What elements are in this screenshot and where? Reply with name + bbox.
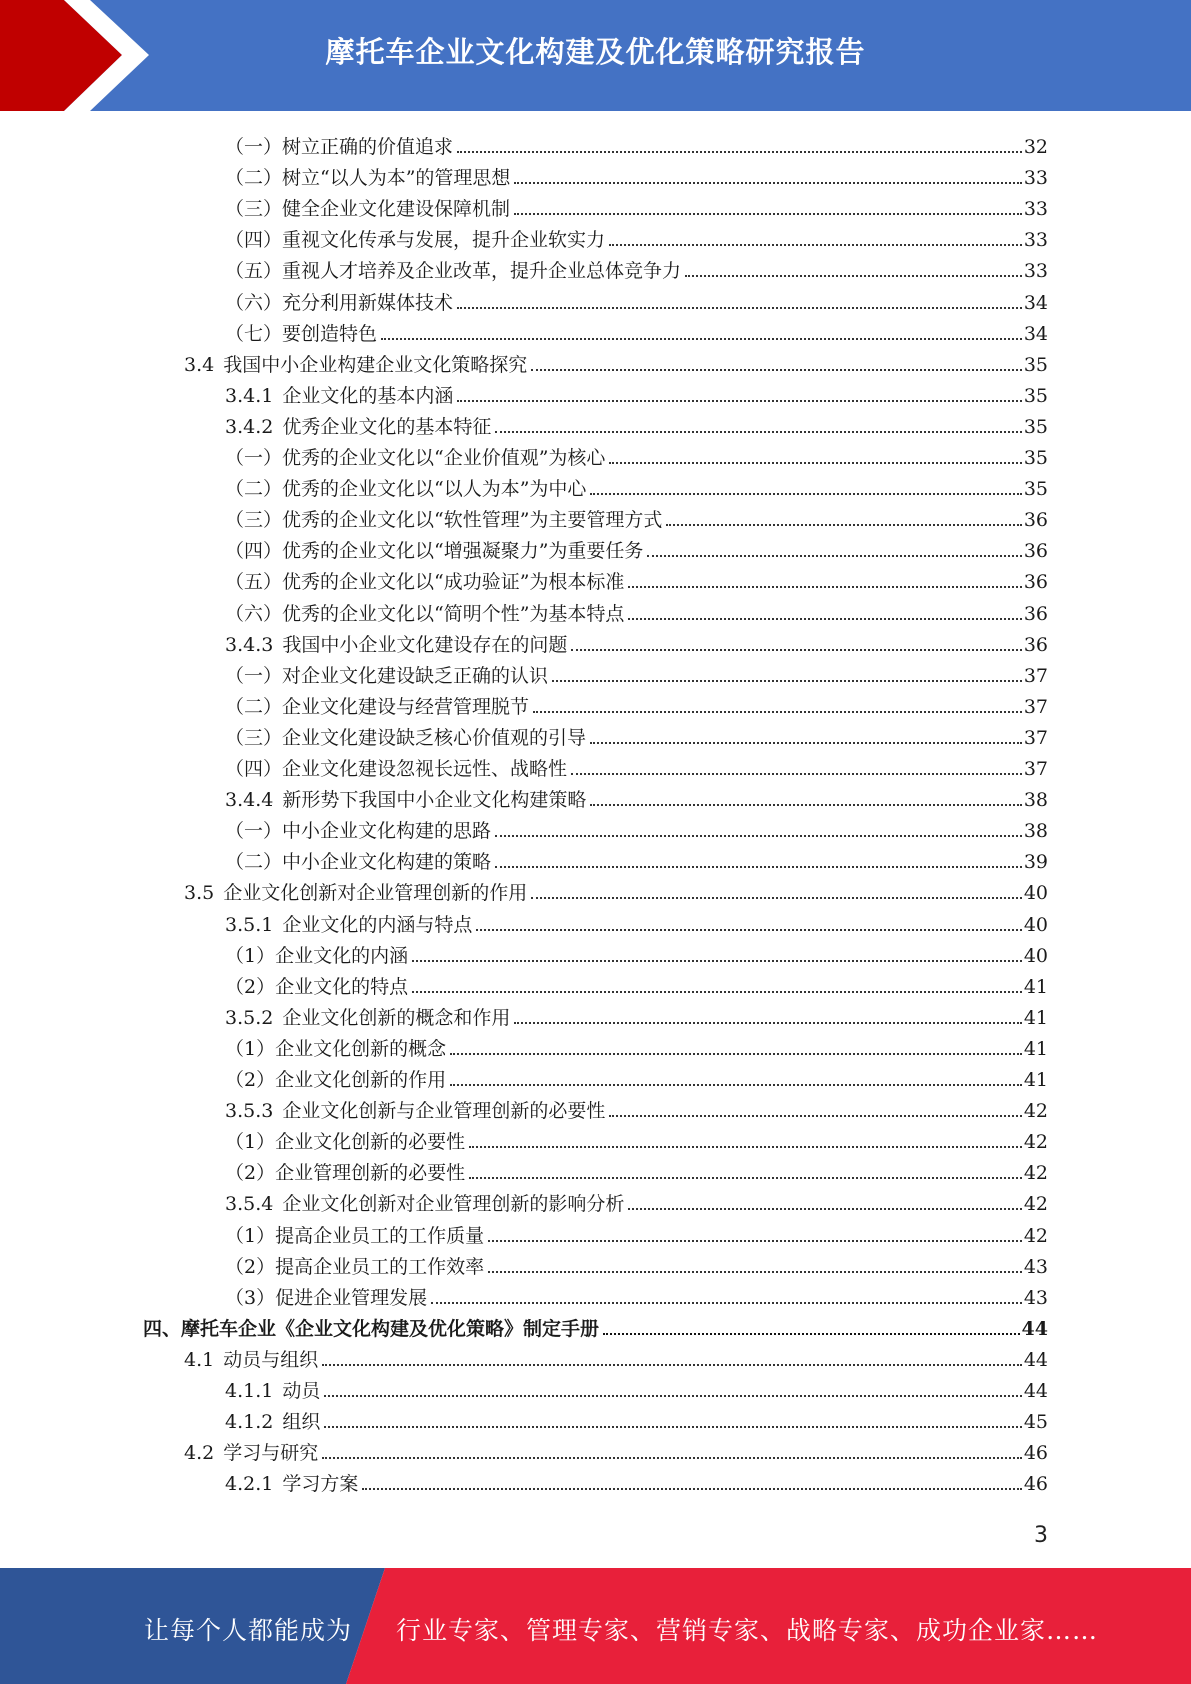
toc-entry-page: 40 <box>1023 913 1048 936</box>
toc-entry-page: 42 <box>1023 1224 1048 1247</box>
toc-dot-leader <box>381 338 1022 340</box>
toc-entry[interactable] <box>225 1061 1048 1091</box>
toc-entry-page: 40 <box>1023 944 1048 967</box>
toc-entry-number: 3.4.3 <box>225 633 274 656</box>
toc-dot-leader <box>531 897 1022 899</box>
toc-entry-page: 36 <box>1023 509 1048 532</box>
toc-dot-leader <box>571 773 1022 775</box>
toc-entry-label: （2）企业文化创新的作用 <box>225 1069 447 1091</box>
toc-entry-label: （四）优秀的企业文化以“增强凝聚力”为重要任务 <box>225 540 644 563</box>
toc-entry-page: 35 <box>1023 415 1048 438</box>
toc-entry[interactable] <box>225 532 1048 562</box>
footer-slogan-left: 让每个人都能成为 <box>144 1616 353 1645</box>
toc-entry-label: 企业文化创新与企业管理创新的必要性 <box>282 1100 606 1123</box>
toc-dot-leader <box>412 960 1022 962</box>
toc-entry-number: 3.4.4 <box>225 789 274 812</box>
toc-entry[interactable] <box>225 470 1048 500</box>
toc-entry[interactable] <box>225 1154 1048 1184</box>
toc-dot-leader <box>431 1302 1022 1304</box>
toc-entry-label: 四、摩托车企业《企业文化构建及优化策略》制定手册 <box>143 1317 600 1340</box>
toc-entry-page: 45 <box>1023 1411 1048 1434</box>
page-number: 3 <box>1034 1523 1048 1548</box>
toc-dot-leader <box>628 1208 1021 1210</box>
toc-dot-leader <box>362 1488 1021 1490</box>
toc-entry[interactable] <box>225 159 1048 189</box>
toc-entry-label: 动员与组织 <box>223 1348 319 1371</box>
toc-entry[interactable] <box>225 315 1048 345</box>
toc-entry-label: （四）重视文化传承与发展，提升企业软实力 <box>225 229 606 252</box>
toc-dot-leader <box>533 711 1022 713</box>
toc-entry[interactable] <box>225 1465 1048 1495</box>
toc-entry-label: （三）优秀的企业文化以“软性管理”为主要管理方式 <box>225 509 663 532</box>
toc-entry-label: （二）优秀的企业文化以“以人为本”为中心 <box>225 478 587 501</box>
toc-entry[interactable] <box>225 595 1048 625</box>
toc-entry-label: （四）企业文化建设忽视长远性、战略性 <box>225 758 568 780</box>
toc-entry-page: 37 <box>1023 664 1048 687</box>
footer-slogan-right: 行业专家、管理专家、营销专家、战略专家、成功企业家…… <box>396 1616 1099 1645</box>
toc-dot-leader <box>531 369 1022 371</box>
toc-entry-number: 3.5.3 <box>225 1100 274 1123</box>
toc-entry-page: 44 <box>1021 1317 1048 1340</box>
toc-entry-label: （1）企业文化创新的必要性 <box>225 1131 466 1154</box>
toc-dot-leader <box>412 991 1022 993</box>
toc-dot-leader <box>488 1240 1022 1242</box>
toc-entry-page: 44 <box>1023 1348 1048 1371</box>
toc-entry[interactable] <box>225 439 1048 469</box>
toc-entry[interactable] <box>225 626 1048 656</box>
toc-entry-label: （二）企业文化建设与经营管理脱节 <box>225 695 530 718</box>
toc-entry[interactable] <box>225 1030 1048 1060</box>
toc-entry-label: （一）对企业文化建设缺乏正确的认识 <box>225 664 549 687</box>
toc-entry-number: 3.5.4 <box>225 1193 274 1216</box>
toc-entry[interactable] <box>225 1217 1048 1247</box>
toc-entry[interactable] <box>225 657 1048 687</box>
toc-entry-page: 35 <box>1023 384 1048 407</box>
toc-entry[interactable] <box>225 1092 1048 1122</box>
toc-entry-page: 37 <box>1023 695 1048 718</box>
toc-entry-number: 4.1.1 <box>225 1380 274 1402</box>
toc-entry[interactable] <box>225 408 1048 438</box>
toc-entry-page: 34 <box>1023 322 1048 345</box>
toc-entry[interactable] <box>225 1403 1048 1433</box>
toc-dot-leader <box>476 929 1021 931</box>
toc-dot-leader <box>457 307 1022 309</box>
toc-entry[interactable] <box>225 221 1048 251</box>
toc-entry-label: 组织 <box>282 1411 321 1434</box>
header-band <box>0 0 1191 111</box>
toc-dot-leader <box>495 835 1022 837</box>
toc-entry[interactable] <box>225 190 1048 220</box>
toc-dot-leader <box>590 804 1021 806</box>
toc-entry-label: （六）充分利用新媒体技术 <box>225 291 454 314</box>
toc-entry-page: 46 <box>1023 1473 1048 1496</box>
toc-entry-label: （1）提高企业员工的工作质量 <box>225 1224 485 1247</box>
toc-dot-leader <box>552 680 1022 682</box>
toc-entry[interactable] <box>184 1341 1048 1371</box>
toc-entry-label: （七）要创造特色 <box>225 322 378 345</box>
toc-entry[interactable] <box>225 781 1048 811</box>
toc-entry-page: 40 <box>1023 882 1048 905</box>
toc-entry-page: 42 <box>1023 1100 1048 1123</box>
toc-entry-page: 36 <box>1023 602 1048 625</box>
toc-entry-page: 41 <box>1023 1069 1048 1091</box>
toc-entry-page: 44 <box>1023 1380 1048 1402</box>
toc-dot-leader <box>324 1426 1021 1428</box>
toc-entry-label: 企业文化创新对企业管理创新的影响分析 <box>282 1193 625 1216</box>
toc-entry-label: （一）树立正确的价值追求 <box>225 136 454 158</box>
toc-entry-page: 41 <box>1023 1006 1048 1029</box>
toc-entry-page: 36 <box>1023 571 1048 594</box>
toc-entry[interactable] <box>225 1248 1048 1278</box>
toc-dot-leader <box>495 431 1021 433</box>
toc-entry-page: 43 <box>1023 1286 1048 1309</box>
toc-entry-label: （三）企业文化建设缺乏核心价值观的引导 <box>225 726 587 749</box>
toc-dot-leader <box>457 400 1021 402</box>
toc-entry[interactable] <box>184 346 1048 376</box>
toc-entry-page: 35 <box>1023 478 1048 501</box>
toc-entry-page: 32 <box>1023 136 1048 158</box>
toc-entry-page: 41 <box>1023 975 1048 998</box>
toc-entry-page: 42 <box>1023 1131 1048 1154</box>
toc-dot-leader <box>450 1053 1022 1055</box>
toc-entry[interactable] <box>225 1185 1048 1215</box>
toc-entry-page: 39 <box>1023 851 1048 874</box>
toc-entry-label: （二）中小企业文化构建的策略 <box>225 851 492 874</box>
toc-dot-leader <box>322 1364 1022 1366</box>
toc-dot-leader <box>514 182 1021 184</box>
toc-entry[interactable] <box>225 563 1048 593</box>
toc-entry-page: 37 <box>1023 726 1048 749</box>
toc-entry-page: 41 <box>1023 1037 1048 1060</box>
toc-entry[interactable] <box>225 937 1048 967</box>
toc-dot-leader <box>450 1084 1022 1086</box>
toc-entry-label: 动员 <box>282 1380 321 1402</box>
toc-entry[interactable] <box>225 750 1048 780</box>
toc-entry[interactable] <box>225 284 1048 314</box>
toc-entry-page: 38 <box>1023 789 1048 812</box>
toc-entry[interactable] <box>184 874 1048 904</box>
toc-entry-page: 46 <box>1023 1442 1048 1465</box>
toc-entry[interactable] <box>225 1123 1048 1153</box>
toc-entry-page: 33 <box>1023 229 1048 252</box>
toc-entry-page: 42 <box>1023 1162 1048 1185</box>
toc-entry-page: 33 <box>1023 260 1048 283</box>
toc-dot-leader <box>628 586 1021 588</box>
toc-entry[interactable] <box>225 252 1048 282</box>
toc-entry[interactable] <box>225 999 1048 1029</box>
toc-entry-number: 3.5.1 <box>225 913 274 936</box>
toc-entry-page: 34 <box>1023 291 1048 314</box>
toc-dot-leader <box>495 866 1022 868</box>
toc-dot-leader <box>647 555 1021 557</box>
toc-entry[interactable] <box>225 501 1048 531</box>
toc-entry-number: 3.5 <box>184 882 215 905</box>
toc-dot-leader <box>514 1022 1021 1024</box>
toc-entry[interactable] <box>225 1279 1048 1309</box>
toc-dot-leader <box>469 1146 1022 1148</box>
toc-dot-leader <box>590 493 1021 495</box>
toc-entry-label: （五）优秀的企业文化以“成功验证”为根本标准 <box>225 571 625 594</box>
toc-entry-page: 33 <box>1023 167 1048 190</box>
toc-dot-leader <box>628 618 1021 620</box>
toc-entry-label: （2）企业管理创新的必要性 <box>225 1162 466 1185</box>
toc-entry-label: （1）企业文化的内涵 <box>225 944 409 967</box>
toc-entry[interactable] <box>225 688 1048 718</box>
toc-entry-number: 3.4.1 <box>225 384 274 407</box>
toc-dot-leader <box>609 1115 1021 1117</box>
toc-entry-page: 35 <box>1023 353 1048 376</box>
toc-entry-page: 35 <box>1023 447 1048 469</box>
toc-entry[interactable] <box>225 906 1048 936</box>
toc-entry-label: 我国中小企业构建企业文化策略探究 <box>223 353 528 376</box>
toc-dot-leader <box>324 1395 1021 1397</box>
toc-entry-page: 36 <box>1023 633 1048 656</box>
toc-dot-leader <box>609 244 1022 246</box>
toc-dot-leader <box>590 742 1022 744</box>
toc-entry-label: 优秀企业文化的基本特征 <box>282 415 492 438</box>
toc-dot-leader <box>603 1333 1020 1335</box>
toc-entry[interactable] <box>225 812 1048 842</box>
toc-entry-label: （1）企业文化创新的概念 <box>225 1037 447 1060</box>
document-title: 摩托车企业文化构建及优化策略研究报告 <box>325 35 866 69</box>
toc-entry-number: 4.1.2 <box>225 1411 274 1434</box>
toc-entry-number: 4.1 <box>184 1348 215 1371</box>
toc-entry-label: 企业文化创新对企业管理创新的作用 <box>223 882 528 905</box>
toc-entry-label: （六）优秀的企业文化以“简明个性”为基本特点 <box>225 602 625 625</box>
toc-entry[interactable] <box>143 1310 1048 1340</box>
toc-entry-page: 33 <box>1023 198 1048 221</box>
toc-dot-leader <box>571 649 1021 651</box>
toc-entry[interactable] <box>225 377 1048 407</box>
toc-entry-label: （2）提高企业员工的工作效率 <box>225 1255 485 1278</box>
toc-entry-label: （一）优秀的企业文化以“企业价值观”为核心 <box>225 447 606 469</box>
toc-entry-label: （3）促进企业管理发展 <box>225 1286 428 1309</box>
toc-entry-number: 3.5.2 <box>225 1006 274 1029</box>
toc-entry[interactable] <box>225 843 1048 873</box>
toc-entry-label: 新形势下我国中小企业文化构建策略 <box>282 789 587 812</box>
toc-dot-leader <box>457 151 1022 153</box>
toc-entry-label: 学习方案 <box>282 1473 359 1496</box>
toc-entry-page: 36 <box>1023 540 1048 563</box>
toc-entry-label: （三）健全企业文化建设保障机制 <box>225 198 511 221</box>
toc-entry-label: （2）企业文化的特点 <box>225 975 409 998</box>
toc-entry[interactable] <box>225 719 1048 749</box>
toc-entry-page: 37 <box>1023 758 1048 780</box>
toc-entry-label: 企业文化的基本内涵 <box>282 384 454 407</box>
toc-entry[interactable] <box>225 1372 1048 1402</box>
toc-dot-leader <box>488 1271 1022 1273</box>
toc-entry-page: 43 <box>1023 1255 1048 1278</box>
toc-entry-label: （二）树立“以人为本”的管理思想 <box>225 167 511 190</box>
toc-entry-page: 38 <box>1023 820 1048 843</box>
toc-entry[interactable] <box>184 1434 1048 1464</box>
footer-band <box>0 1568 1191 1684</box>
toc-dot-leader <box>685 275 1022 277</box>
toc-entry-number: 4.2 <box>184 1442 215 1465</box>
toc-entry-label: 学习与研究 <box>223 1442 319 1465</box>
toc-entry-number: 4.2.1 <box>225 1473 274 1496</box>
toc-dot-leader <box>469 1177 1022 1179</box>
toc-entry-label: （一）中小企业文化构建的思路 <box>225 820 492 843</box>
toc-entry-page: 42 <box>1023 1193 1048 1216</box>
toc-dot-leader <box>666 524 1021 526</box>
toc-dot-leader <box>322 1457 1022 1459</box>
toc-entry-label: 企业文化的内涵与特点 <box>282 913 473 936</box>
toc-dot-leader <box>514 213 1022 215</box>
toc-entry-label: 企业文化创新的概念和作用 <box>282 1006 511 1029</box>
toc-entry[interactable] <box>225 968 1048 998</box>
toc-entry-number: 3.4.2 <box>225 415 274 438</box>
toc-entry-label: 我国中小企业文化建设存在的问题 <box>282 633 568 656</box>
toc-dot-leader <box>609 462 1021 464</box>
toc-entry-number: 3.4 <box>184 353 215 376</box>
toc-entry-label: （五）重视人才培养及企业改革，提升企业总体竞争力 <box>225 260 682 283</box>
toc-entry[interactable] <box>225 128 1048 158</box>
